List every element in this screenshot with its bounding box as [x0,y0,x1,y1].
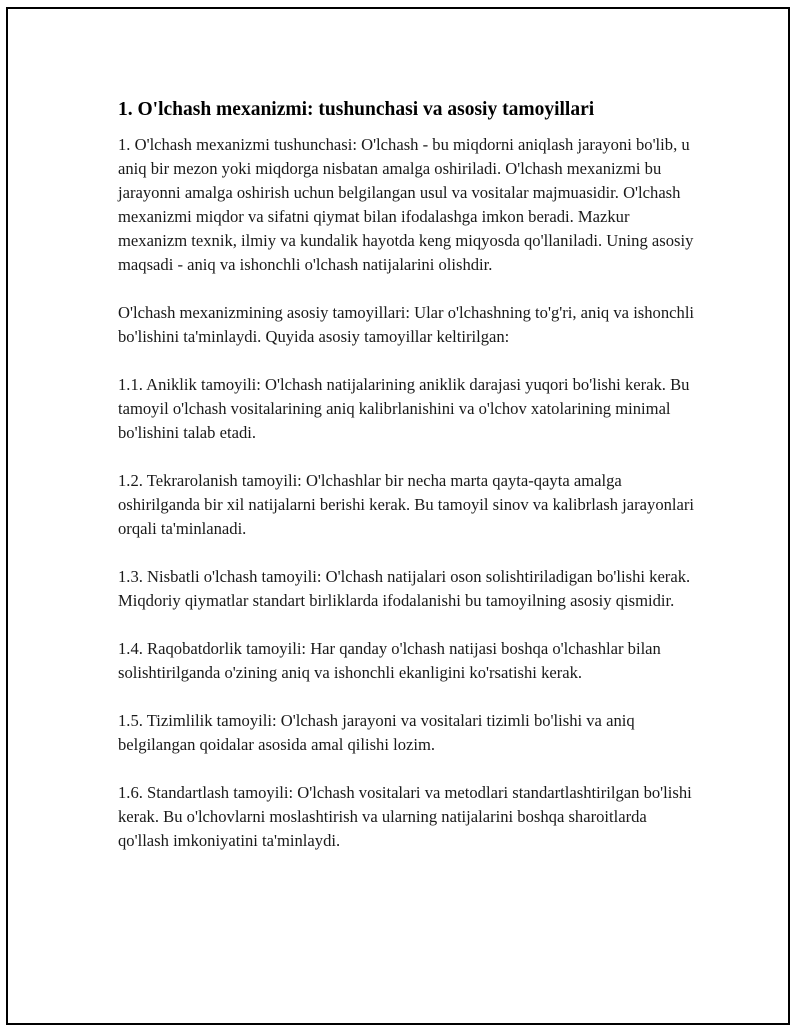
paragraph-standardization-principle: 1.6. Standartlash tamoyili: O'lchash vositalari va metodlari standartlashtirilgan bo'lishi kerak. Bu o'lchovlarni moslashtirish va ularning natijalarini boshqa sharoitlarda qo'llash imkoniyatini ta'minlaydi. [118,783,692,850]
paragraph-accuracy-principle: 1.1. Aniklik tamoyili: O'lchash natijalarining aniklik darajasi yuqori bo'lishi kerak. Bu tamoyil o'lchash vositalarining aniq kalibrlanishini va o'lchov xatolarining minimal bo'lishini talab etadi. [118,375,690,442]
document-body [118,97,698,853]
section-title: 1. O'lchash mexanizmi: tushunchasi va asosiy tamoyillari [118,99,595,120]
paragraph-repeatability-principle: 1.2. Tekrarolanish tamoyili: O'lchashlar bir necha marta qayta-qayta amalga oshirilganda bir xil natijalarni berishi kerak. Bu tamoyil sinov va kalibrlash jarayonlari orqali ta'minlanadi. [118,471,695,538]
paragraph-relative-measurement-principle: 1.3. Nisbatli o'lchash tamoyili: O'lchash natijalari oson solishtiriladigan bo'lishi kerak. Miqdoriy qiymatlar standart birliklarda ifodalanishi bu tamoyilning asosiy qismidir. [118,567,691,610]
paragraph-systematicity-principle: 1.5. Tizimlilik tamoyili: O'lchash jarayoni va vositalari tizimli bo'lishi va aniq belgilangan qoidalar asosida amal qilishi lozim. [118,711,635,754]
paragraph-concept: 1. O'lchash mexanizmi tushunchasi: O'lchash - bu miqdorni aniqlash jarayoni bo'lib, u aniq bir mezon yoki miqdorga nisbatan amalga oshiriladi. O'lchash mexanizmi bu jarayonni amalga oshirish uchun belgilangan usul va vositalar majmuasidir. O'lchash mexanizmi miqdor va sifatni qiymat bilan ifodalashga imkon beradi. Mazkur mexanizm texnik, ilmiy va kundalik hayotda keng miqyosda qo'llaniladi. Uning asosiy maqsadi - aniq va ishonchli o'lchash natijalarini olishdir. [118,135,694,274]
paragraph-competitiveness-principle: 1.4. Raqobatdorlik tamoyili: Har qanday o'lchash natijasi boshqa o'lchashlar bilan solishtirilganda o'zining aniq va ishonchli ekanligini ko'rsatishi kerak. [118,639,661,682]
paragraph-principles-intro: O'lchash mexanizmining asosiy tamoyillari: Ular o'lchashning to'g'ri, aniq va ishonchli bo'lishini ta'minlaydi. Quyida asosiy tamoyillar keltirilgan: [118,303,695,346]
document-page [6,7,790,1025]
